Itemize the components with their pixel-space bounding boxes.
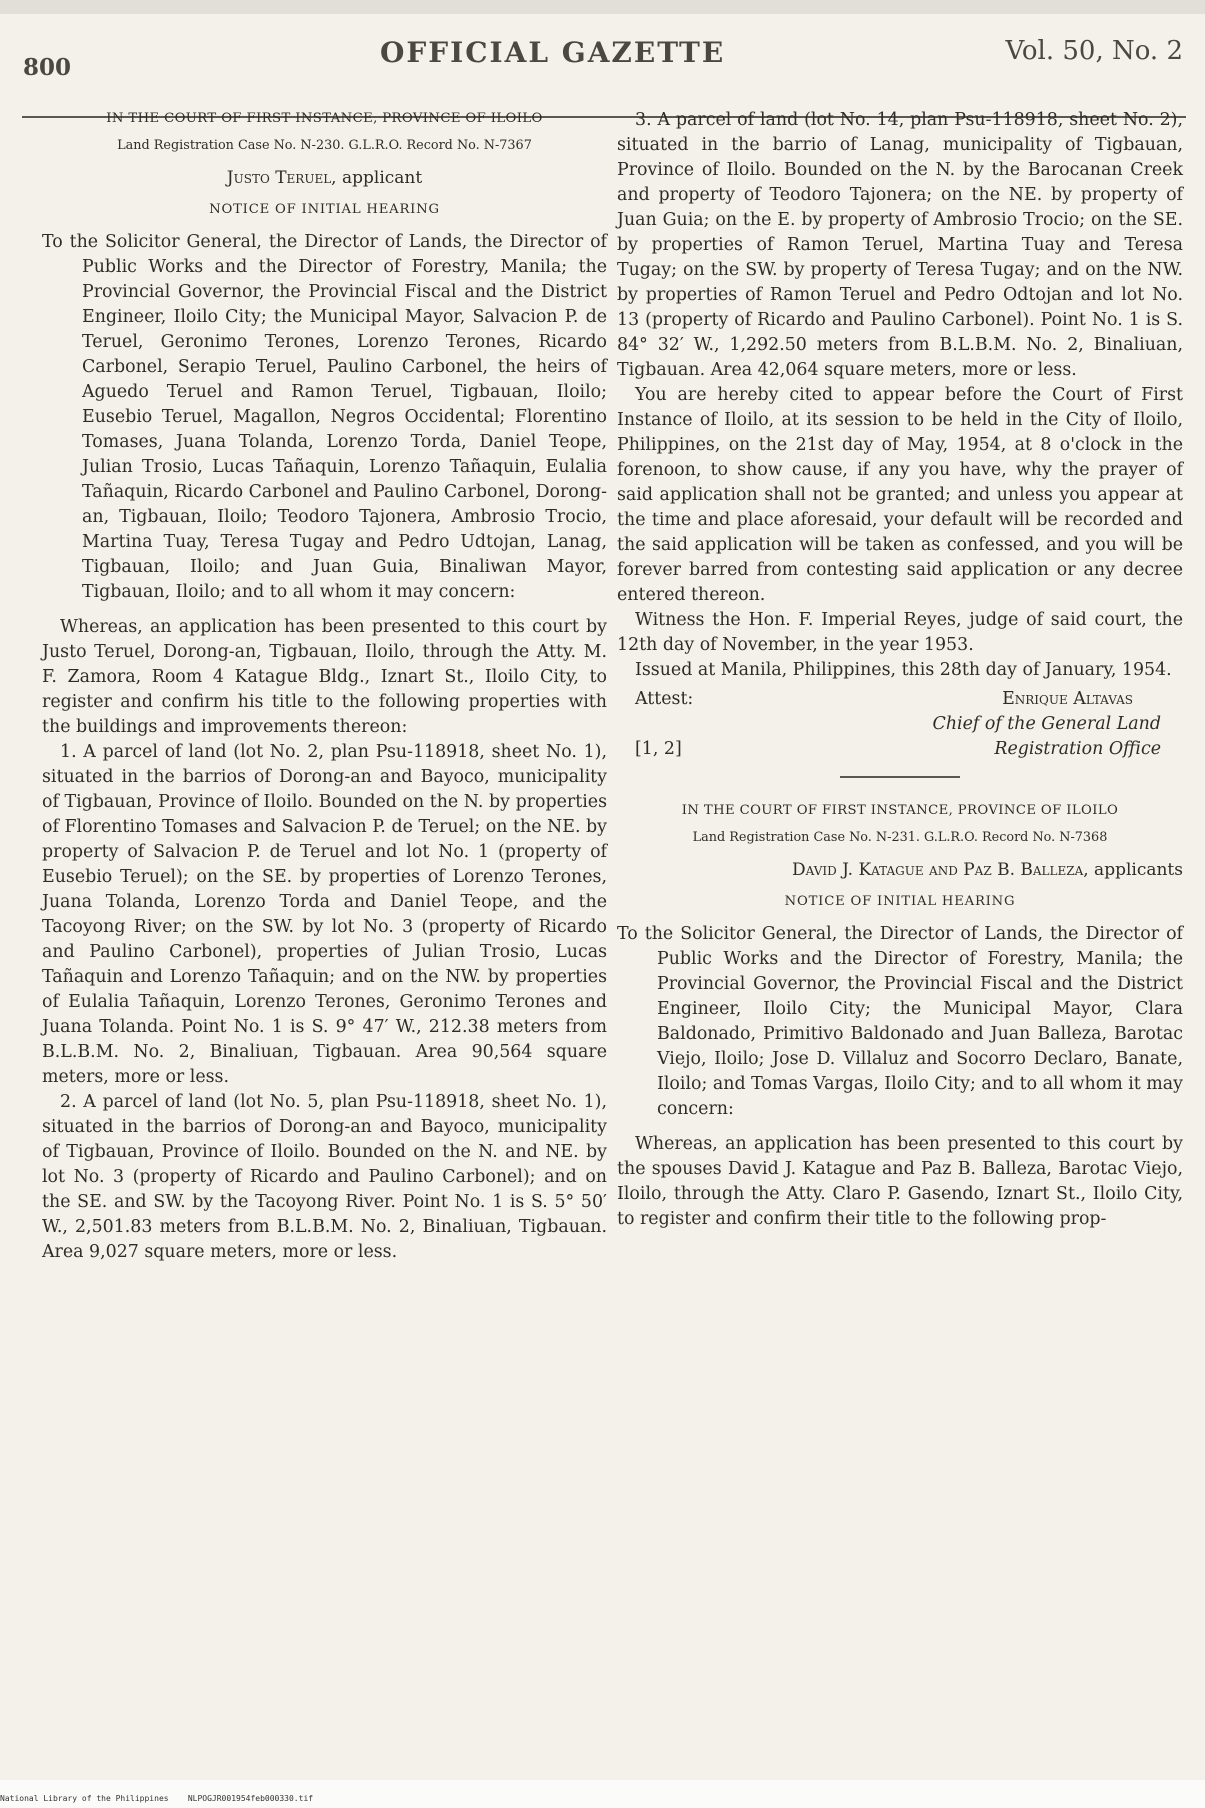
whereas-paragraph: Whereas, an application has been presented to this court by Justo Teruel, Dorong-an, Tigbauan, Iloilo, through the Atty. M. F. Zamora, Room 4 Katague Bldg., Iznart St., Iloilo City, to register and confirm his title to the following properties with the buildings and improvements thereon: [42, 617, 607, 737]
signer-name: Enrique Altavas [1002, 689, 1133, 709]
attest-label: Attest: [635, 689, 694, 709]
applicant-line [42, 166, 607, 191]
court-heading-2: IN THE COURT OF FIRST INSTANCE, PROVINCE OF ILOILO [681, 802, 1119, 818]
applicant-name: Justo Teruel [226, 168, 332, 188]
court-heading: IN THE COURT OF FIRST INSTANCE, PROVINCE OF ILOILO [106, 111, 543, 126]
addressees: To the Solicitor General, the Director of Lands, the Director of Public Works and the Director of Forestry, Manila; the Provincial Governor, the Provincial Fiscal and the District Engineer, Iloilo City; the Municipal Mayor, Salvacion P. de Teruel, Geronimo Terones, Lorenzo Terones, Ricardo Carbonel, Serapio Teruel, Paulino Carbonel, the heirs of Aguedo Teruel and Ramon Teruel, Tigbauan, Iloilo; Eusebio Teruel, Magallon, Negros Occidental; Florentino Tomases, Juana Tolanda, Lorenzo Torda, Daniel Teope, Julian Trosio, Lucas Tañaquin, Lorenzo Tañaquin, Eulalia Tañaquin, Ricardo Carbonel and Paulino Carbonel, Dorong-an, Tigbauan, Iloilo; Teodoro Tajonera, Ambrosio Trocio, Martina Tuay, Teresa Tugay and Pedro Udtojan, Lanag, Tigbauan, Iloilo; and Juan Guia, Binaliwan Mayor, Tigbauan, Iloilo; and to all whom it may concern: [42, 232, 607, 602]
citation-paragraph: You are hereby cited to appear before the Court of First Instance of Iloilo, at its session to be held in the City of Iloilo, Philippines, on the 21st day of May, 1954, at 8 o'clock in the forenoon, to show cause, if any you have, why the prayer of said application shall not be granted; and unless you appear at the time and place aforesaid, your default will be recorded and the said application will be taken as confessed, and you will be forever barred from contesting said application or any decree entered thereon. [617, 385, 1183, 605]
addressees-2: To the Solicitor General, the Director of Lands, the Director of Public Works and the Director of Forestry, Manila; the Provincial Governor, the Provincial Fiscal and the District Engineer, Iloilo City; the Municipal Mayor, Clara Baldonado, Primitivo Baldonado and Juan Balleza, Barotac Viejo, Iloilo; Jose D. Villaluz and Socorro Declaro, Banate, Iloilo; and Tomas Vargas, Iloilo City; and to all whom it may concern: [617, 923, 1183, 1119]
attest-line [617, 687, 1183, 712]
witness-paragraph: Witness the Hon. F. Imperial Reyes, judge of said court, the 12th day of November, in the year 1953. [617, 610, 1183, 655]
notice-heading-2: NOTICE OF INITIAL HEARING [784, 893, 1016, 909]
notice-divider [840, 776, 960, 778]
right-column [617, 108, 1183, 1232]
parcel-2: 2. A parcel of land (lot No. 5, plan Psu-118918, sheet No. 1), situated in the barrios of Dorong-an and Bayoco, municipality of Tigbauan, Province of Iloilo. Bounded on the N. and NE. by lot No. 3 (property of Ricardo and Paulino Carbonel); and on the SE. and SW. by the Tacoyong River. Point No. 1 is S. 5° 50′ W., 2,501.83 meters from B.L.B.M. No. 2, Binaliuan, Tigbauan. Area 9,027 square meters, more or less. [42, 1092, 607, 1262]
case-number: Land Registration Case No. N-230. G.L.R.O. Record No. N-7367 [117, 138, 532, 153]
page-number: 800 [23, 54, 72, 81]
applicant-names-2: David J. Katague and Paz B. Balleza [792, 859, 1084, 880]
whereas-paragraph-2: Whereas, an application has been presented to this court by the spouses David J. Katague and Paz B. Balleza, Barotac Viejo, Iloilo, through the Atty. Claro P. Gasendo, Iznart St., Iloilo City, to register and confirm their title to the following prop- [617, 1133, 1183, 1229]
applicant-suffix-2: , applicants [1083, 859, 1183, 880]
applicant-line-2 [617, 858, 1183, 883]
parcel-3: 3. A parcel of land (lot No. 14, plan Psu-118918, sheet No. 2), situated in the barrio of Lanag, municipality of Tigbauan, Province of Iloilo. Bounded on the N. by the Barocanan Creek and property of Teodoro Tajonera; on the NE. by property of Juan Guia; on the E. by property of Ambrosio Trocio; on the SE. by properties of Ramon Teruel, Martina Tuay and Teresa Tugay; on the SW. by property of Teresa Tugay; and on the NW. by properties of Ramon Teruel and Pedro Odtojan and lot No. 13 (property of Ricardo and Paulino Carbonel). Point No. 1 is S. 84° 32′ W., 1,292.50 meters from B.L.B.M. No. 2, Binaliuan, Tigbauan. Area 42,064 square meters, more or less. [617, 110, 1183, 380]
scan-filename: NLPOGJR001954feb000330.tif [187, 1794, 314, 1803]
journal-title: OFFICIAL GAZETTE [380, 36, 726, 69]
citation-line [617, 737, 1183, 762]
volume-number: Vol. 50, No. 2 [1005, 36, 1183, 66]
scan-edge [0, 0, 1205, 14]
parcel-1: 1. A parcel of land (lot No. 2, plan Psu-118918, sheet No. 1), situated in the barrios of Dorong-an and Bayoco, municipality of Tigbauan, Province of Iloilo. Bounded on the N. by properties of Florentino Tomases and Salvacion P. de Teruel; on the NE. by property of Salvacion P. de Teruel and lot No. 1 (property of Eusebio Teruel); on the SE. by properties of Lorenzo Terones, Juana Tolanda, Lorenzo Torda and Daniel Teope, and the Tacoyong River; on the SW. by lot No. 3 (property of Ricardo and Paulino Carbonel), properties of Julian Trosio, Lucas Tañaquin and Lorenzo Tañaquin; and on the NW. by properties of Eulalia Tañaquin, Lorenzo Terones, Geronimo Terones and Juana Tolanda. Point No. 1 is S. 9° 47′ W., 212.38 meters from B.L.B.M. No. 2, Binaliuan, Tigbauan. Area 90,564 square meters, more or less. [42, 742, 607, 1087]
case-number-2: Land Registration Case No. N-231. G.L.R.O. Record No. N-7368 [692, 829, 1108, 845]
applicant-suffix: , applicant [331, 168, 423, 188]
notice-heading: NOTICE OF INITIAL HEARING [209, 202, 440, 217]
issue-reference: [1, 2] [635, 739, 682, 759]
signer-title-1: Chief of the General Land [932, 714, 1161, 734]
issued-paragraph: Issued at Manila, Philippines, this 28th day of January, 1954. [635, 660, 1172, 680]
signer-title-2: Registration Office [994, 739, 1161, 759]
scan-footer [0, 1794, 313, 1803]
library-name: National Library of the Philippines [0, 1794, 169, 1803]
left-column [42, 108, 607, 1265]
page-header [0, 34, 1205, 84]
